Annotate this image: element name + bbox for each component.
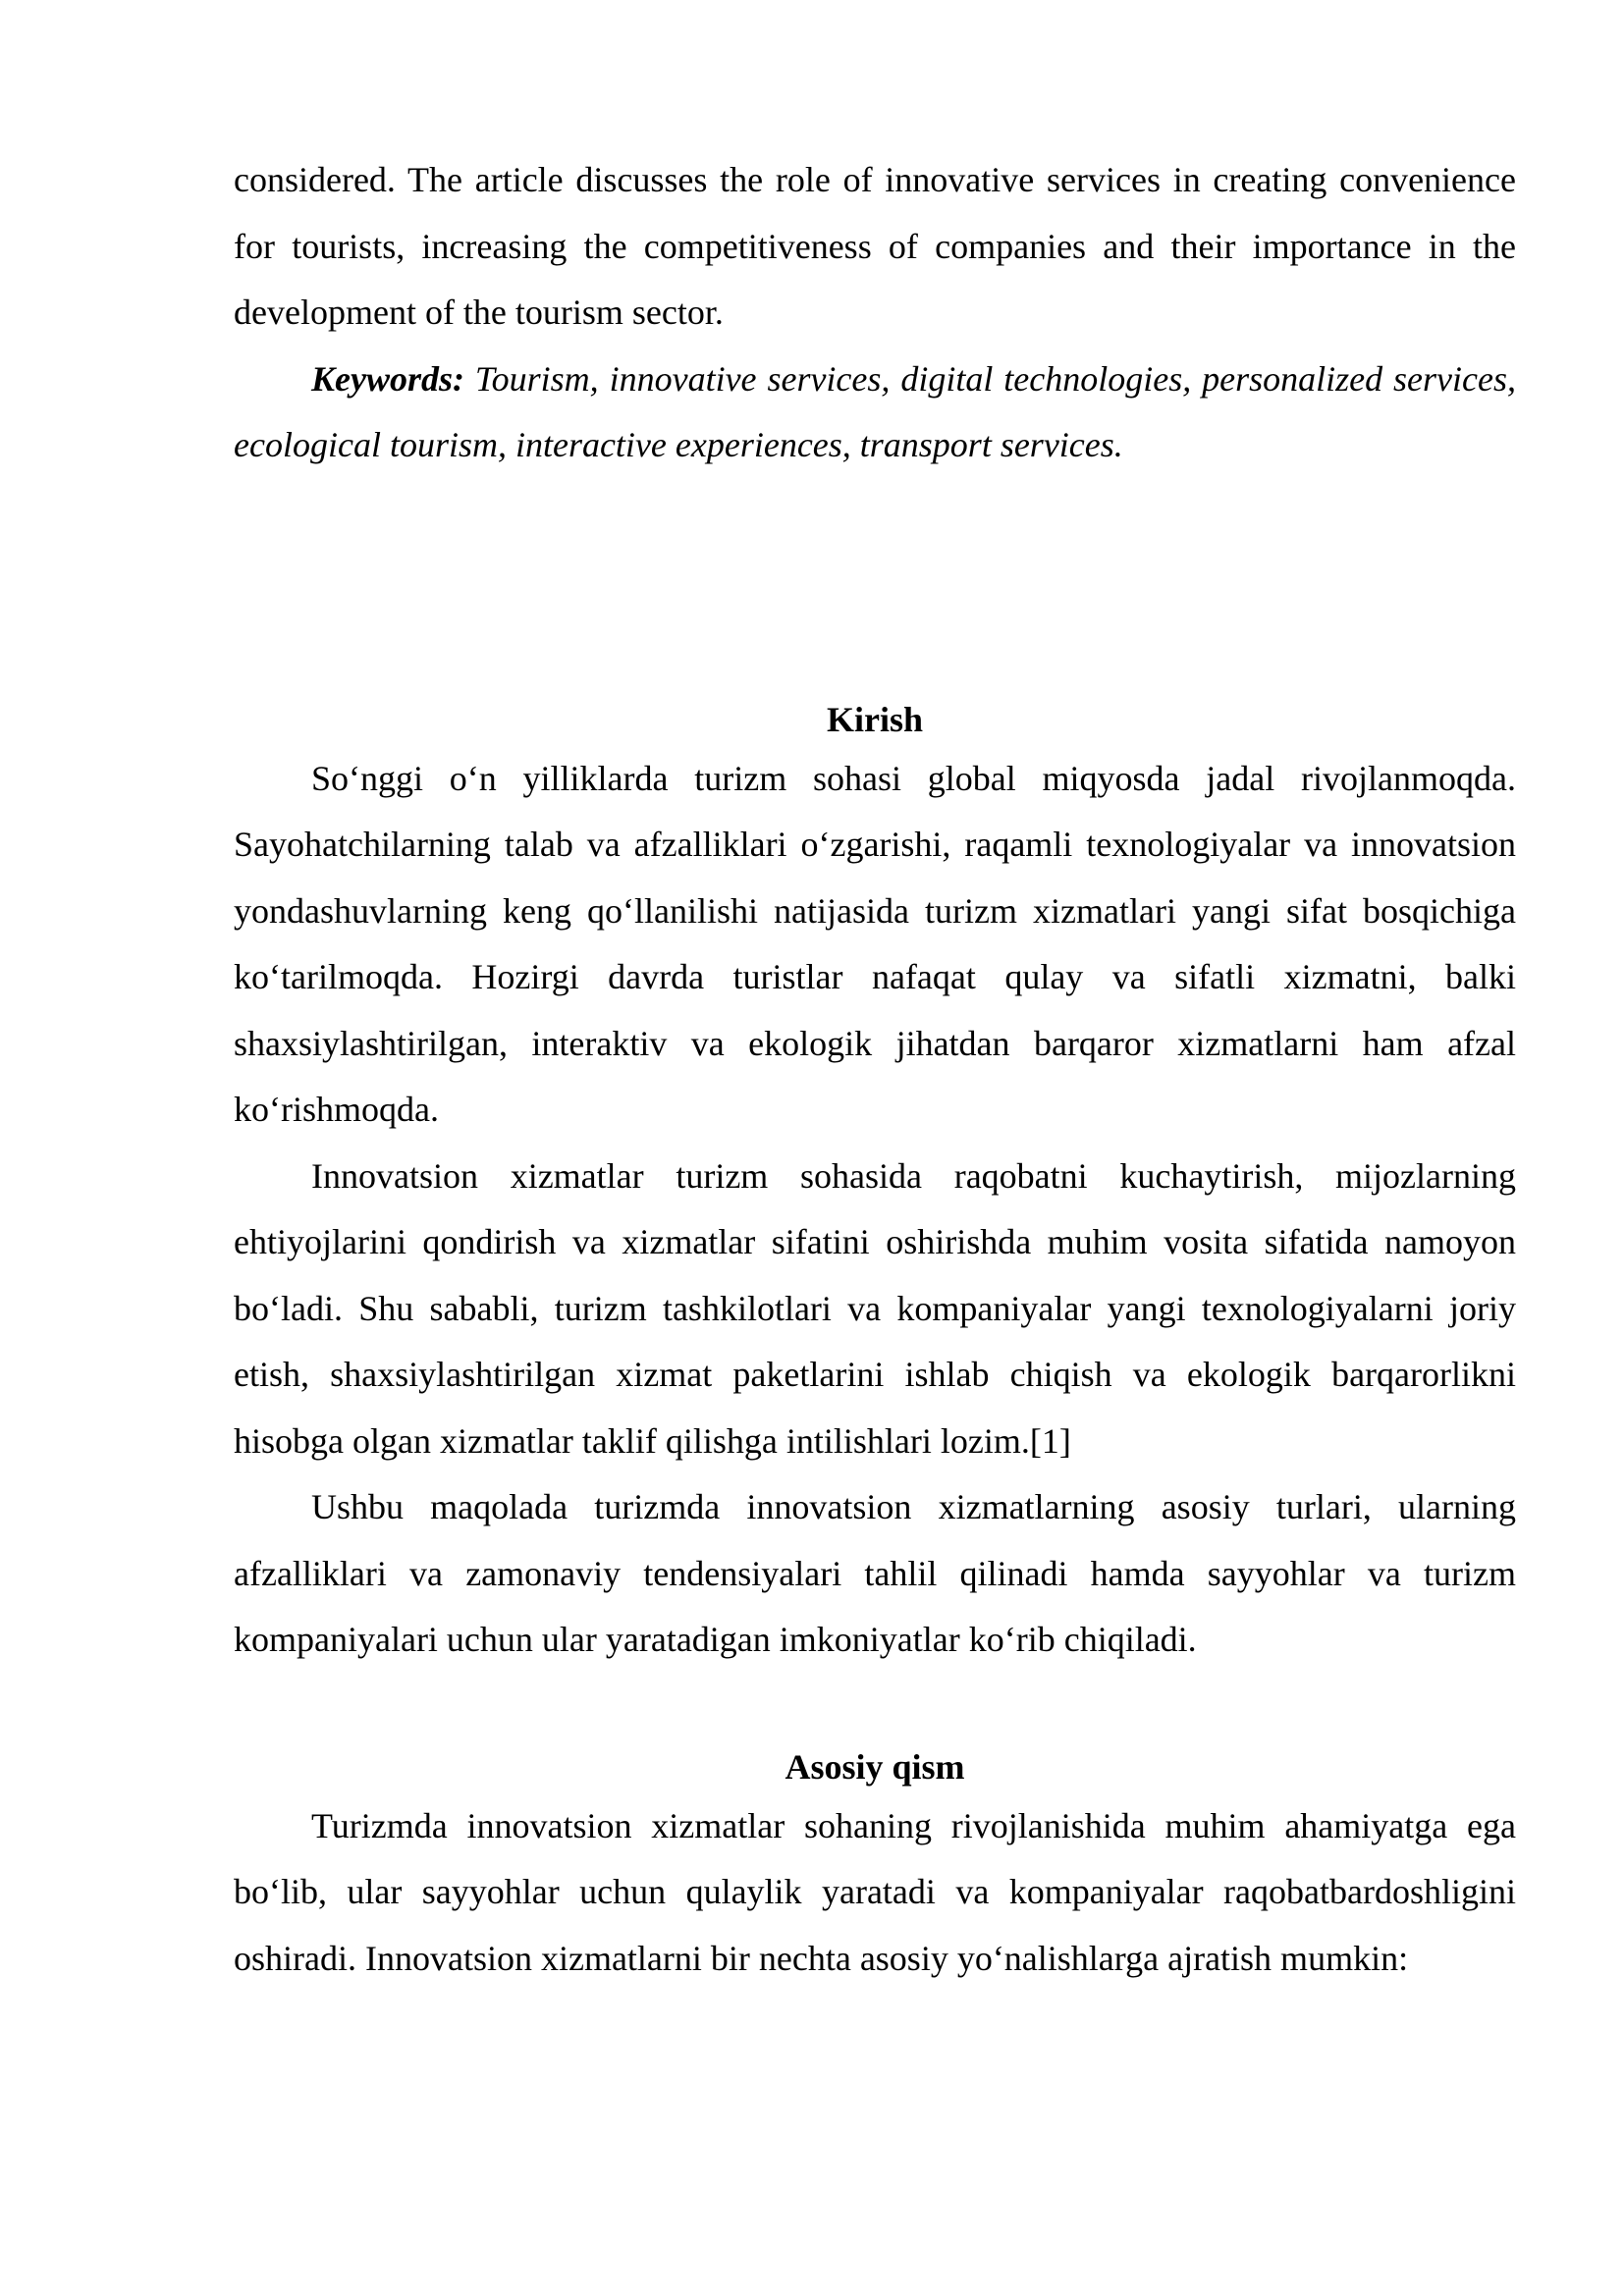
abstract-continuation: considered. The article discusses the role of innovative services in creating convenience for tourists, increasing the competitiveness of companies and their importance in the development of the tourism sector. [234,160,1516,332]
body-paragraph: Innovatsion xizmatlar turizm sohasida raqobatni kuchaytirish, mijozlarning ehtiyojlarini qondirish va xizmatlar sifatini oshirishda muhim vosita sifatida namoyon bo‘ladi. Shu sababli, turizm tashkilotlari va kompaniyalar yangi texnologiyalarni joriy etish, shaxsiylashtirilgan xizmat paketlarini ishlab chiqish va ekologik barqarorlikni hisobga olgan xizmatlar taklif qilishga intilishlari lozim.[1] [234,1155,1516,1461]
section-heading-asosiy-qism: Asosiy qism [785,1746,965,1787]
keywords-paragraph [234,347,1516,479]
document-page [234,147,1516,1992]
body-paragraph: So‘nggi o‘n yilliklarda turizm sohasi global miqyosda jadal rivojlanmoqda. Sayohatchilarning talab va afzalliklari o‘zgarishi, raqamli texnologiyalar va innovatsion yondashuvlarning keng qo‘llanilishi natijasida turizm xizmatlari yangi sifat bosqichiga ko‘tarilmoqda. Hozirgi davrda turistlar nafaqat qulay va sifatli xizmatni, balki shaxsiylashtirilgan, interaktiv va ekologik jihatdan barqaror xizmatlarni ham afzal ko‘rishmoqda. [234,758,1516,1129]
body-paragraph: Turizmda innovatsion xizmatlar sohaning rivojlanishida muhim ahamiyatga ega bo‘lib, ular sayyohlar uchun qulaylik yaratadi va kompaniyalar raqobatbardoshligini oshiradi. Innovatsion xizmatlarni bir nechta asosiy yo‘nalishlarga ajratish mumkin: [234,1805,1516,1978]
section-heading-kirish: Kirish [826,699,923,739]
keywords-text: Tourism, innovative services, digital technologies, personalized services, ecological tourism, interactive experiences, transport services. [234,358,1516,464]
body-paragraph: Ushbu maqolada turizmda innovatsion xizmatlarning asosiy turlari, ularning afzalliklari va zamonaviy tendensiyalari tahlil qilinadi hamda sayyohlar va turizm kompaniyalari uchun ular yaratadigan imkoniyatlar ko‘rib chiqiladi. [234,1487,1516,1659]
keywords-label: Keywords: [311,358,464,399]
